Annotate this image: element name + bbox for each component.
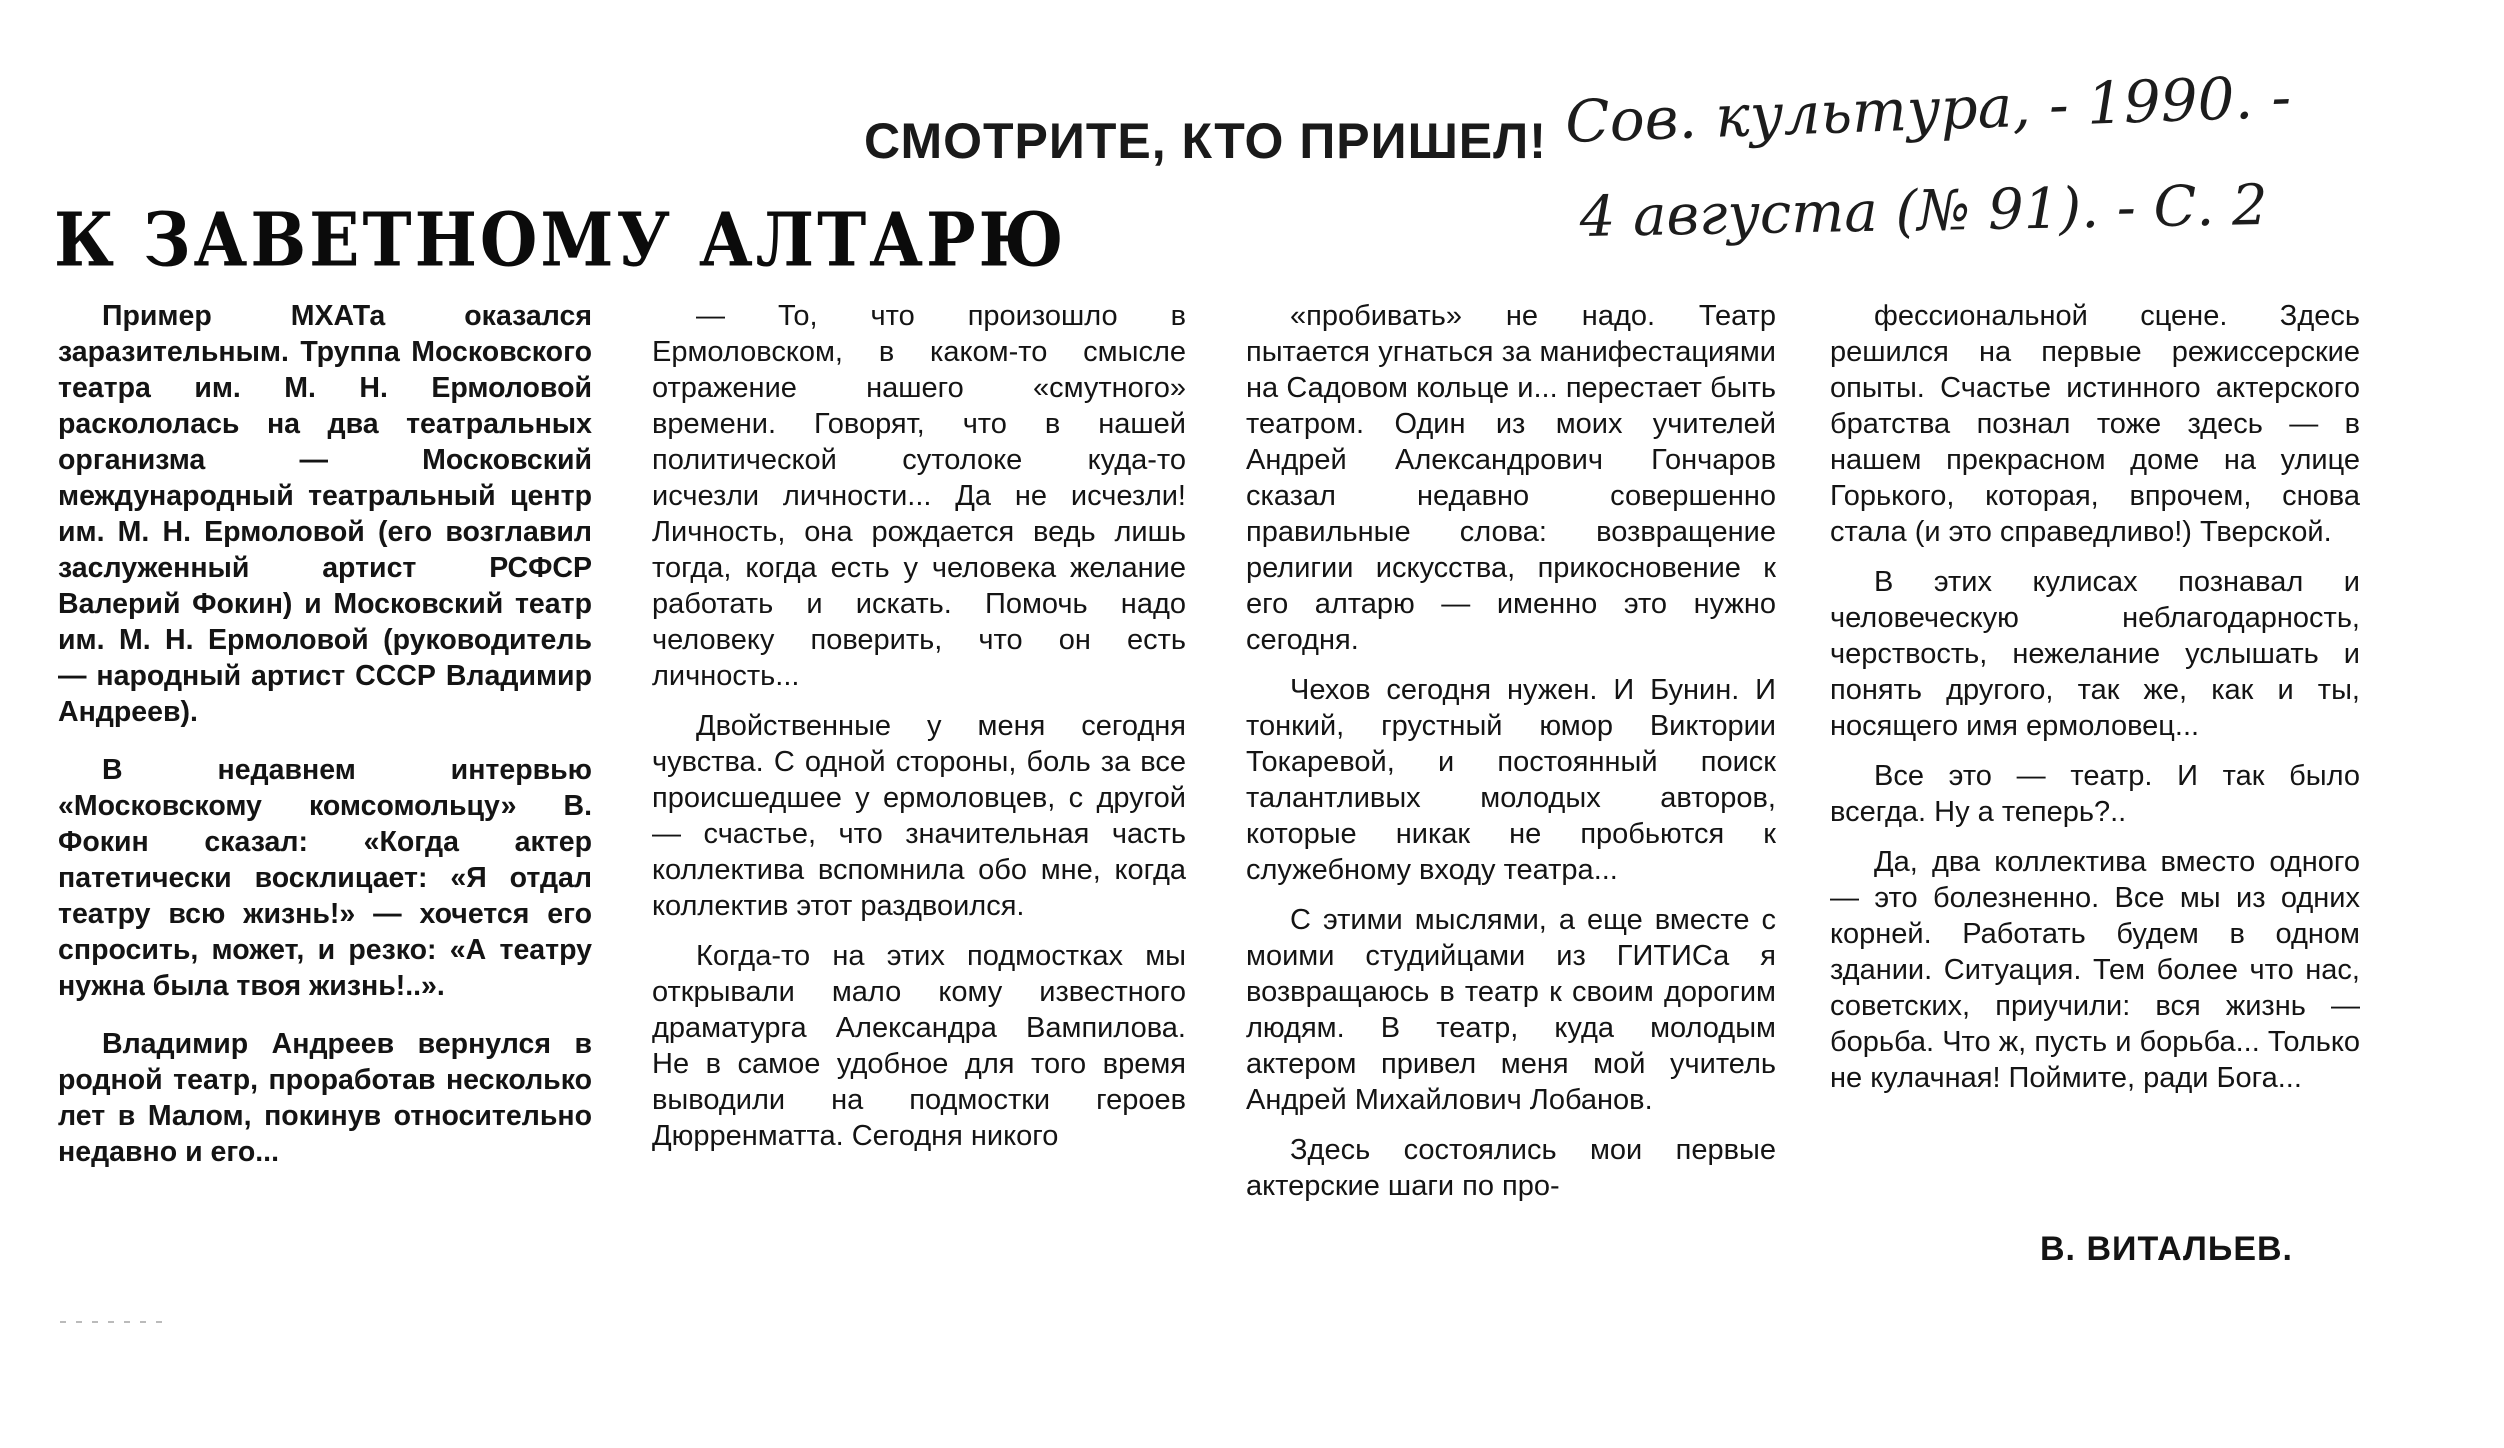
article-paragraph: фессиональной сцене. Здесь решился на первые режиссерские опыты. Счастье истинного актерского братства познал тоже здесь — в нашем прекрасном доме на улице Горького, которая, впрочем, снова стала (и это справедливо!) Тверской. [1830,300,2360,548]
article-paragraph: «пробивать» не надо. Театр пытается угнаться за манифестациями на Садовом кольце и... перестает быть театром. Один из моих учителей Андрей Александрович Гончаров сказал недавно совершенно правильные слова: возвращение религии искусства, прикосновение к его алтарю — именно это нужно сегодня. [1246,300,1776,656]
handwritten-note-line-1: Сов. культура, - 1990. - [1564,76,2293,156]
article-kicker: СМОТРИТЕ, КТО ПРИШЕЛ! [864,113,1547,169]
article-paragraph: Владимир Андреев вернулся в родной театр, проработав несколько лет в Малом, покинув относительно недавно и его... [58,1028,592,1168]
article-paragraph: Двойственные у меня сегодня чувства. С одной стороны, боль за все происшедшее у ермоловцев, с другой — счастье, что значительная часть коллектива вспомнила обо мне, когда коллектив этот раздвоился. [652,710,1186,922]
scan-smudge [60,1320,170,1324]
article-paragraph: В недавнем интервью «Московскому комсомольцу» В. Фокин сказал: «Когда актер патетически восклицает: «Я отдал театру всю жизнь!» — хочется его спросить, может, и резко: «А театру нужна была твоя жизнь!..». [58,754,592,1002]
article-paragraph: Чехов сегодня нужен. И Бунин. И тонкий, грустный юмор Виктории Токаревой, и постоянный поиск талантливых молодых авторов, которые никак не пробьются к служебному входу театра... [1246,674,1776,886]
article-paragraph: Все это — театр. И так было всегда. Ну а теперь?.. [1830,760,2360,828]
article-paragraph: — То, что произошло в Ермоловском, в каком-то смысле отражение нашего «смутного» времени. Говорят, что в нашей политической сутолоке куда-то исчезли личности... Да не исчезли! Личность, она рождается ведь лишь тогда, когда есть у человека желание работать и искать. Помочь надо человеку поверить, что он есть личность... [652,300,1186,692]
article-column-3 [1246,298,1776,1218]
article-headline: К ЗАВЕТНОМУ АЛТАРЮ [54,196,1067,284]
article-paragraph: Когда-то на этих подмостках мы открывали мало кому известного драматурга Александра Вампилова. Не в самое удобное для того время выводили на подмостки героев Дюрренматта. Сегодня никого [652,940,1186,1152]
article-column-1 [58,298,592,1192]
article-paragraph: Пример МХАТа оказался заразительным. Труппа Московского театра им. М. Н. Ермоловой раскололась на два театральных организма — Московский международный театральный центр им. М. Н. Ермоловой (его возглавил заслуженный артист РСФСР Валерий Фокин) и Московский театр им. М. Н. Ермоловой (руководитель — народный артист СССР Владимир Андреев). [58,300,592,728]
article-paragraph: В этих кулисах познавал и человеческую неблагодарность, черствость, нежелание услышать и понять другого, так же, как и ты, носящего имя ермоловец... [1830,566,2360,742]
article-column-2 [652,298,1186,1168]
article-column-4 [1830,298,2360,1110]
article-paragraph: Здесь состоялись мои первые актерские шаги по про- [1246,1134,1776,1202]
handwritten-note-line-2: 4 августа (№ 91). - С. 2 [1579,173,2269,250]
handwritten-source-note [1560,76,2360,266]
article-paragraph: С этими мыслями, а еще вместе с моими студийцами из ГИТИСа я возвращаюсь в театр к своим дорогим людям. В театр, куда молодым актером привел меня мой учитель Андрей Михайлович Лобанов. [1246,904,1776,1116]
article-paragraph: Да, два коллектива вместо одного — это болезненно. Все мы из одних корней. Работать будем в одном здании. Ситуация. Тем более что нас, советских, приучили: вся жизнь — борьба. Что ж, пусть и борьба... Только не кулачная! Поймите, ради Бога... [1830,846,2360,1094]
article-signature: В. ВИТАЛЬЕВ. [2040,1230,2294,1268]
